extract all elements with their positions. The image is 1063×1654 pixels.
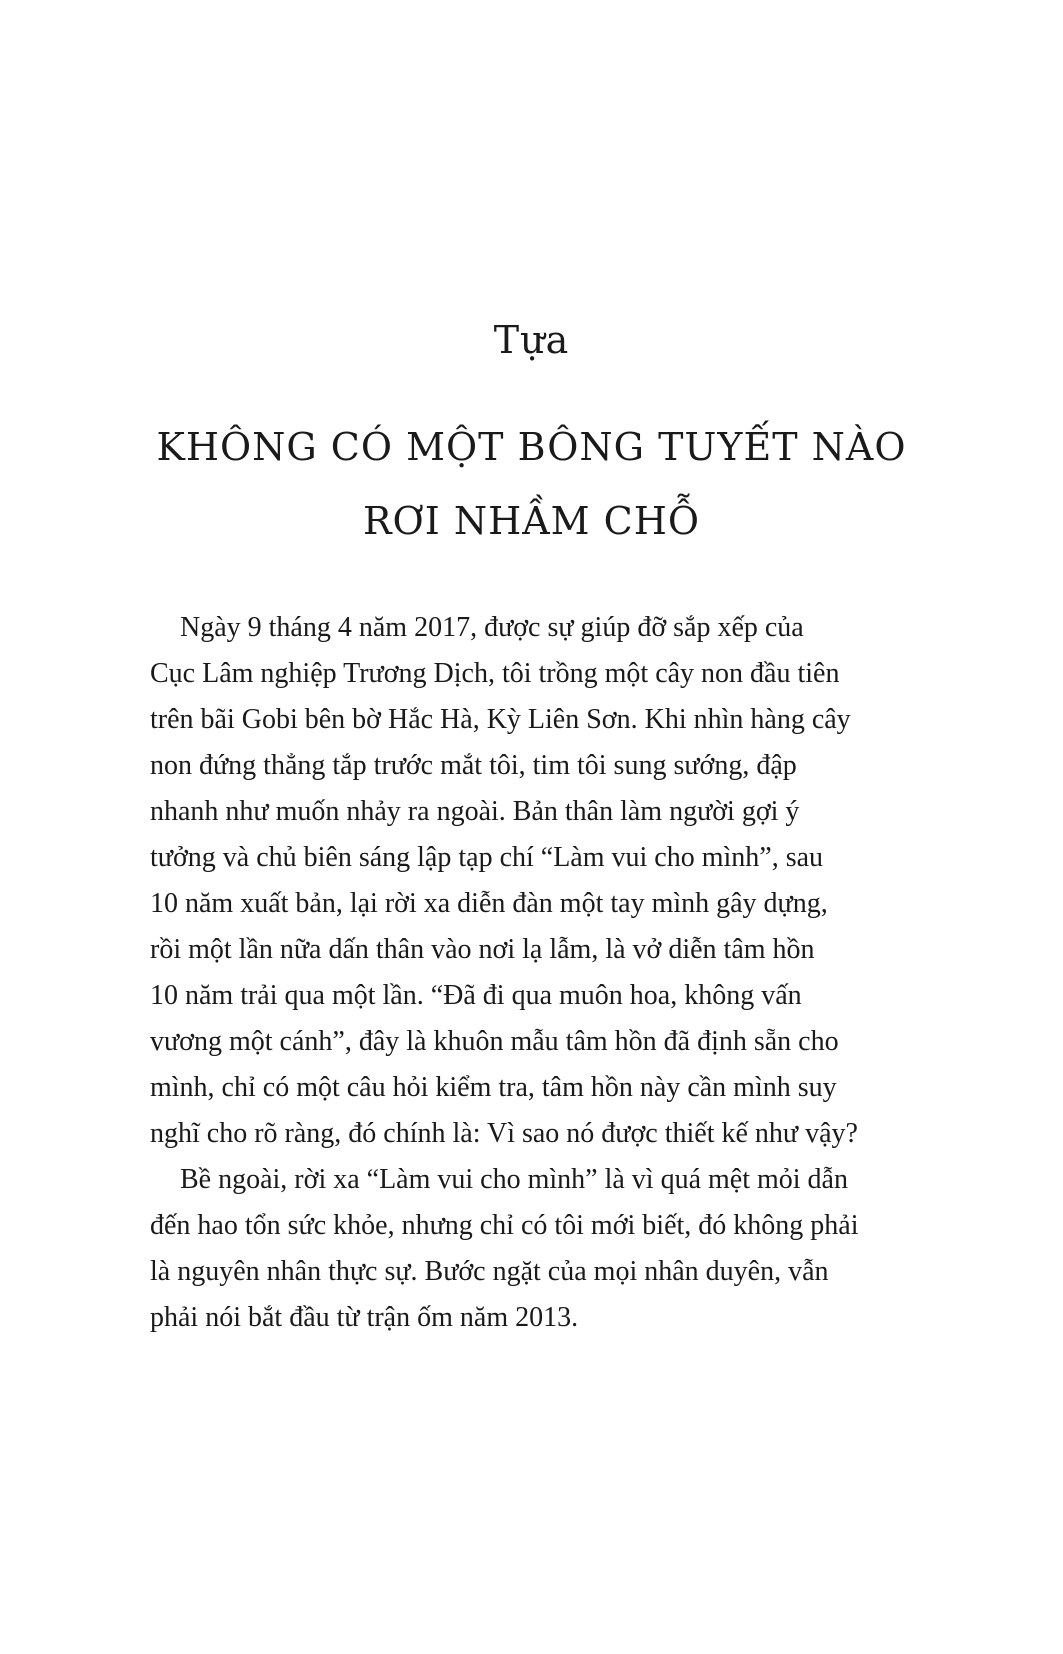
text-line: 10 năm xuất bản, lại rời xa diễn đàn một tay mình gây dựng, bbox=[150, 888, 828, 919]
text-line: nhanh như muốn nhảy ra ngoài. Bản thân làm người gợi ý bbox=[150, 796, 800, 827]
paragraph-2 bbox=[150, 1157, 950, 1341]
text-line: trên bãi Gobi bên bờ Hắc Hà, Kỳ Liên Sơn. Khi nhìn hàng cây bbox=[150, 704, 851, 735]
chapter-title bbox=[90, 410, 973, 558]
text-line: vương một cánh”, đây là khuôn mẫu tâm hồn đã định sẵn cho bbox=[150, 1026, 839, 1057]
text-line: phải nói bắt đầu từ trận ốm năm 2013. bbox=[150, 1302, 579, 1333]
text-line: tưởng và chủ biên sáng lập tạp chí “Làm vui cho mình”, sau bbox=[150, 842, 824, 873]
chapter-title-line-2: RƠI NHẦM CHỖ bbox=[362, 499, 701, 543]
body-text bbox=[150, 605, 950, 1341]
text-line: là nguyên nhân thực sự. Bước ngặt của mọi nhân duyên, vẫn bbox=[150, 1256, 829, 1287]
text-line: Cục Lâm nghiệp Trương Dịch, tôi trồng một cây non đầu tiên bbox=[150, 658, 840, 689]
text-line: Ngày 9 tháng 4 năm 2017, được sự giúp đỡ sắp xếp của bbox=[180, 612, 804, 643]
text-line: rồi một lần nữa dấn thân vào nơi lạ lẫm, là vở diễn tâm hồn bbox=[150, 934, 815, 965]
text-line: đến hao tổn sức khỏe, nhưng chỉ có tôi mới biết, đó không phải bbox=[150, 1210, 859, 1241]
text-line: Bề ngoài, rời xa “Làm vui cho mình” là vì quá mệt mỏi dẫn bbox=[180, 1164, 848, 1195]
preface-label: Tựa bbox=[493, 318, 570, 362]
text-line: nghĩ cho rõ ràng, đó chính là: Vì sao nó được thiết kế như vậy? bbox=[150, 1118, 858, 1149]
chapter-title-line-1: KHÔNG CÓ MỘT BÔNG TUYẾT NÀO bbox=[156, 425, 907, 469]
paragraph-1 bbox=[150, 605, 950, 1157]
text-line: non đứng thẳng tắp trước mắt tôi, tim tôi sung sướng, đập bbox=[150, 750, 797, 781]
text-line: mình, chỉ có một câu hỏi kiểm tra, tâm hồn này cần mình suy bbox=[150, 1072, 837, 1103]
text-line: 10 năm trải qua một lần. “Đã đi qua muôn hoa, không vấn bbox=[150, 980, 802, 1011]
